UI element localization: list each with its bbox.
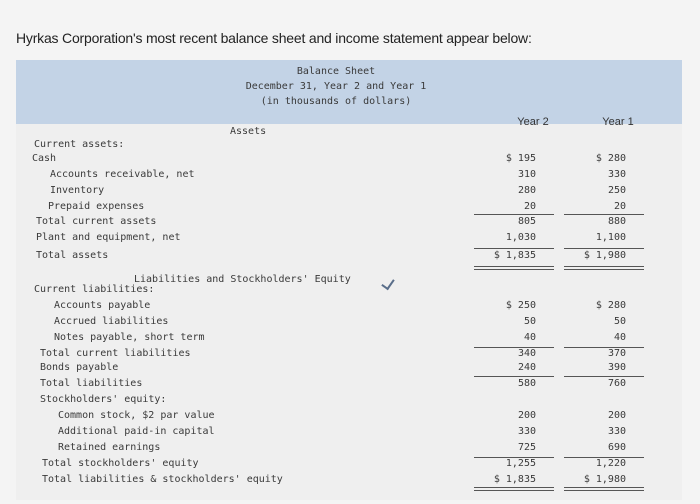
underline-rule xyxy=(564,347,644,348)
underline-rule xyxy=(564,376,644,377)
value-year2: 340 xyxy=(517,348,536,359)
row-label: Stockholders' equity: xyxy=(40,394,167,405)
value-year2: 330 xyxy=(517,426,536,437)
value-year1: $ 1,980 xyxy=(583,250,626,261)
sheet-date: December 31, Year 2 and Year 1 xyxy=(245,81,427,92)
row-label: Plant and equipment, net xyxy=(36,232,181,243)
value-year1: 1,220 xyxy=(595,458,626,469)
value-year1: 200 xyxy=(607,410,626,421)
value-year1: $ 1,980 xyxy=(583,474,626,485)
underline-rule xyxy=(564,457,644,458)
row-label: Additional paid-in capital xyxy=(58,426,215,437)
value-year2: 1,255 xyxy=(505,458,536,469)
row-label: Total liabilities & stockholders' equity xyxy=(42,474,283,485)
sheet-title: Balance Sheet xyxy=(296,66,376,77)
value-year1: 390 xyxy=(607,362,626,373)
value-year2: 280 xyxy=(517,185,536,196)
row-label: Current assets: xyxy=(34,139,125,150)
value-year2: 580 xyxy=(517,378,536,389)
underline-rule xyxy=(474,214,554,215)
underline-rule xyxy=(474,457,554,458)
value-year1: 20 xyxy=(613,201,626,212)
double-underline-rule xyxy=(474,266,554,270)
row-label: Notes payable, short term xyxy=(54,332,205,343)
double-underline-rule xyxy=(564,487,644,491)
row-label: Cash xyxy=(32,153,57,164)
value-year1: 760 xyxy=(607,378,626,389)
value-year1: 330 xyxy=(607,169,626,180)
value-year2: $ 1,835 xyxy=(493,474,536,485)
value-year1: 690 xyxy=(607,442,626,453)
row-label: Accrued liabilities xyxy=(54,316,169,327)
row-label: Total stockholders' equity xyxy=(42,458,199,469)
double-underline-rule xyxy=(564,266,644,270)
row-label: Retained earnings xyxy=(58,442,161,453)
col-year2: Year 2 xyxy=(517,116,549,128)
value-year2: 1,030 xyxy=(505,232,536,243)
value-year2: $ 250 xyxy=(505,300,536,311)
value-year1: 40 xyxy=(613,332,626,343)
underline-rule xyxy=(474,376,554,377)
sheet-units: (in thousands of dollars) xyxy=(260,96,412,107)
value-year2: 50 xyxy=(523,316,536,327)
value-year1: 250 xyxy=(607,185,626,196)
value-year1: $ 280 xyxy=(595,300,626,311)
liab-equity-heading: Liabilities and Stockholders' Equity xyxy=(134,274,351,285)
value-year1: 50 xyxy=(613,316,626,327)
value-year2: 805 xyxy=(517,216,536,227)
row-label: Accounts receivable, net xyxy=(50,169,195,180)
value-year1: 1,100 xyxy=(595,232,626,243)
value-year2: 20 xyxy=(523,201,536,212)
row-label: Bonds payable xyxy=(40,362,119,373)
row-label: Total current assets xyxy=(36,216,157,227)
value-year2: 310 xyxy=(517,169,536,180)
value-year1: 330 xyxy=(607,426,626,437)
balance-sheet-image xyxy=(16,60,682,500)
value-year2: 40 xyxy=(523,332,536,343)
value-year2: 200 xyxy=(517,410,536,421)
col-year1: Year 1 xyxy=(602,116,634,128)
underline-rule xyxy=(564,248,644,249)
row-label: Current liabilities: xyxy=(34,284,155,295)
value-year2: 240 xyxy=(517,362,536,373)
value-year2: $ 1,835 xyxy=(493,250,536,261)
assets-heading: Assets xyxy=(230,126,267,137)
value-year1: $ 280 xyxy=(595,153,626,164)
row-label: Total current liabilities xyxy=(40,348,191,359)
double-underline-rule xyxy=(474,487,554,491)
underline-rule xyxy=(474,347,554,348)
intro-text: Hyrkas Corporation's most recent balance sheet and income statement appear below: xyxy=(16,30,532,46)
value-year2: $ 195 xyxy=(505,153,536,164)
value-year1: 880 xyxy=(607,216,626,227)
row-label: Prepaid expenses xyxy=(48,201,145,212)
value-year2: 725 xyxy=(517,442,536,453)
row-label: Total assets xyxy=(36,250,109,261)
value-year1: 370 xyxy=(607,348,626,359)
underline-rule xyxy=(474,248,554,249)
row-label: Inventory xyxy=(50,185,105,196)
underline-rule xyxy=(564,214,644,215)
row-label: Total liabilities xyxy=(40,378,143,389)
row-label: Common stock, $2 par value xyxy=(58,410,215,421)
row-label: Accounts payable xyxy=(54,300,151,311)
